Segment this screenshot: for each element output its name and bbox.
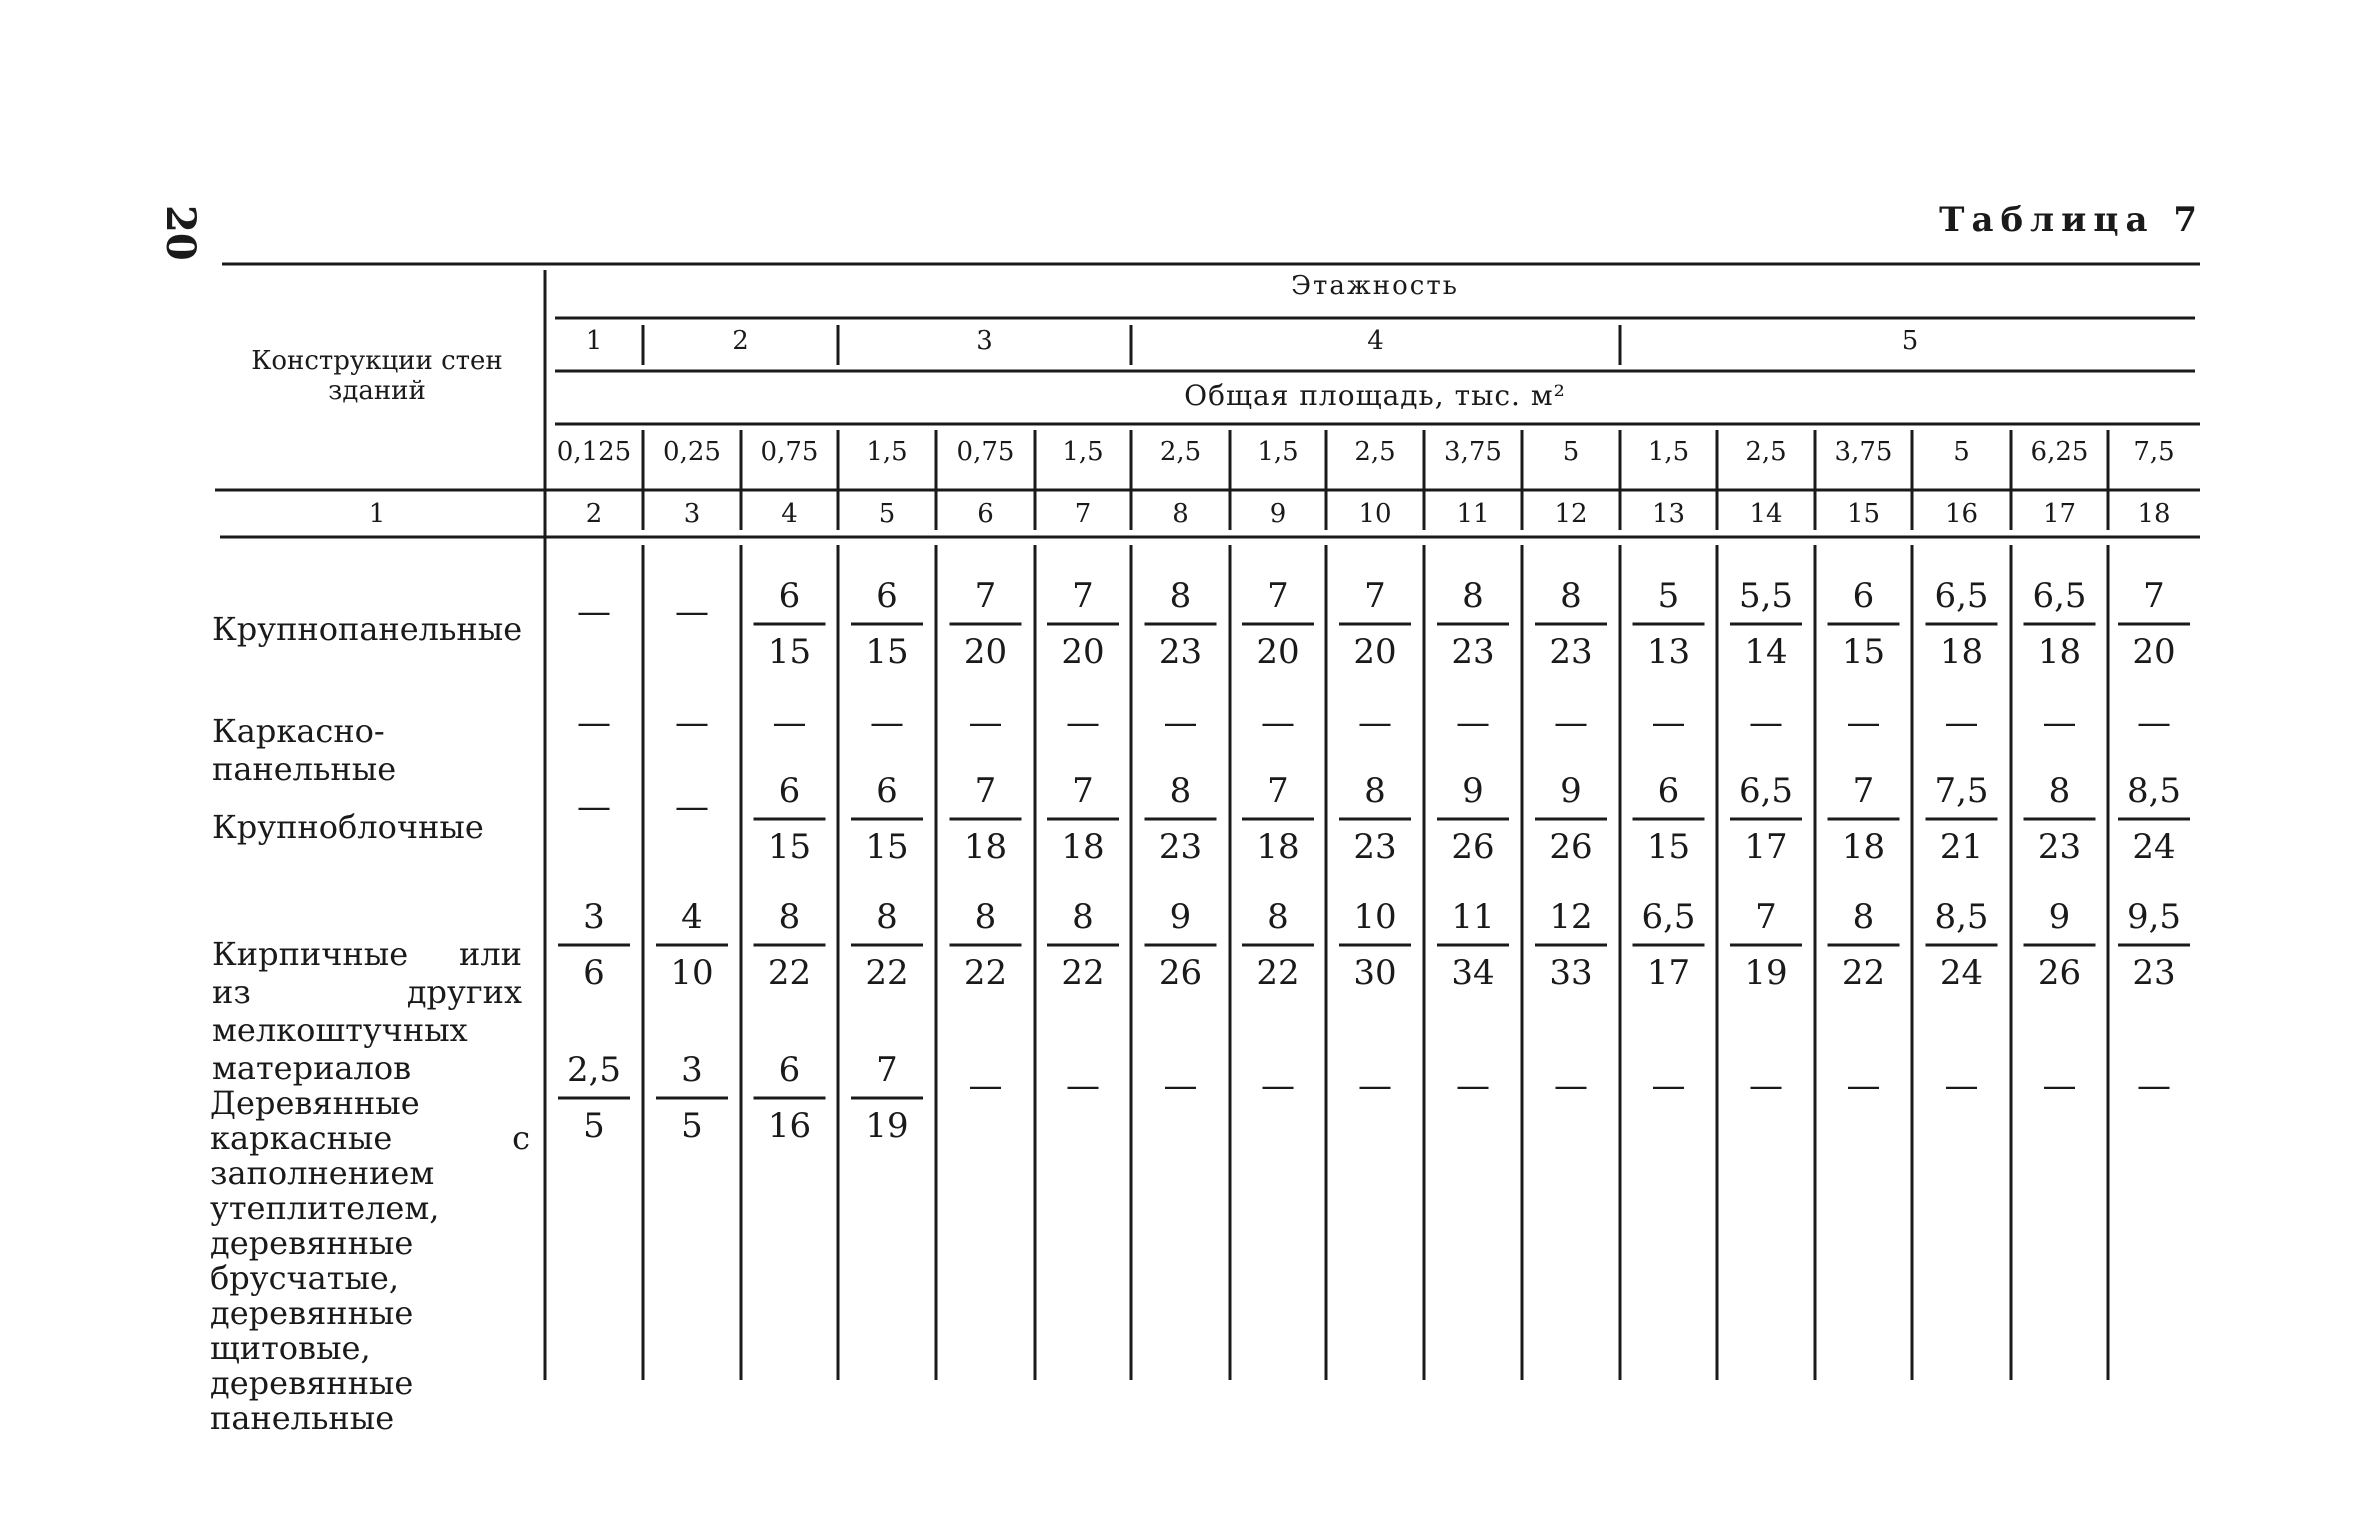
col-number: 7 bbox=[1074, 499, 1092, 529]
row-label-2: Крупноблочные bbox=[212, 808, 484, 846]
value-numerator: 6,5 bbox=[1641, 897, 1696, 937]
value-numerator: 2,5 bbox=[566, 1050, 622, 1090]
value-denominator: 26 bbox=[1451, 827, 1495, 867]
value-denominator: 26 bbox=[1158, 953, 1203, 993]
area-value: 0,75 bbox=[956, 437, 1015, 467]
dash-cell: — bbox=[675, 787, 709, 827]
value-numerator: 8 bbox=[1267, 897, 1289, 937]
area-value: 0,75 bbox=[760, 437, 819, 467]
dash-cell: — bbox=[772, 703, 807, 743]
value-numerator: 7 bbox=[1267, 576, 1289, 616]
value-denominator: 15 bbox=[1646, 827, 1691, 867]
floor-label: 5 bbox=[1901, 326, 1919, 356]
value-denominator: 22 bbox=[1256, 953, 1300, 993]
value-numerator: 9 bbox=[1462, 771, 1484, 811]
col-number: 3 bbox=[683, 499, 701, 529]
dash-cell: — bbox=[1749, 703, 1783, 743]
floor-label: 4 bbox=[1367, 326, 1384, 356]
value-numerator: 8 bbox=[1169, 771, 1192, 811]
value-denominator: 15 bbox=[1841, 632, 1886, 672]
dash-cell: — bbox=[968, 703, 1003, 743]
value-denominator: 23 bbox=[1451, 632, 1495, 672]
area-value: 1,5 bbox=[1062, 437, 1104, 467]
area-value: 3,75 bbox=[1444, 437, 1502, 467]
col-number: 12 bbox=[1554, 499, 1588, 529]
value-denominator: 20 bbox=[2132, 632, 2176, 672]
value-denominator: 23 bbox=[2037, 827, 2082, 867]
value-numerator: 7 bbox=[1072, 576, 1094, 616]
value-numerator: 6 bbox=[1852, 576, 1875, 616]
floor-label: 3 bbox=[976, 326, 993, 356]
dash-cell: — bbox=[1554, 703, 1588, 743]
floor-label: 2 bbox=[732, 326, 749, 356]
col-number: 14 bbox=[1749, 499, 1783, 529]
value-numerator: 7 bbox=[876, 1050, 898, 1090]
area-value: 1,5 bbox=[866, 437, 908, 467]
value-denominator: 26 bbox=[1549, 827, 1593, 867]
value-denominator: 17 bbox=[1744, 827, 1788, 867]
dash-cell: — bbox=[577, 703, 611, 743]
area-value: 7,5 bbox=[2133, 437, 2175, 467]
dash-cell: — bbox=[2137, 703, 2171, 743]
value-denominator: 15 bbox=[865, 827, 909, 867]
value-denominator: 18 bbox=[1841, 827, 1886, 867]
area-value: 2,5 bbox=[1159, 437, 1202, 467]
value-denominator: 22 bbox=[767, 953, 812, 993]
col-number: 5 bbox=[878, 499, 896, 529]
value-denominator: 22 bbox=[1841, 953, 1886, 993]
value-denominator: 18 bbox=[1939, 632, 1984, 672]
value-numerator: 7 bbox=[1364, 576, 1386, 616]
value-numerator: 6 bbox=[778, 771, 801, 811]
col-number: 6 bbox=[977, 499, 994, 529]
value-numerator: 6 bbox=[778, 576, 801, 616]
value-numerator: 7 bbox=[1852, 771, 1875, 811]
col-number: 18 bbox=[2137, 499, 2171, 529]
value-denominator: 22 bbox=[1061, 953, 1105, 993]
value-denominator: 21 bbox=[1939, 827, 1984, 867]
value-denominator: 20 bbox=[1353, 632, 1397, 672]
col-number: 13 bbox=[1651, 499, 1686, 529]
area-value: 6,25 bbox=[2030, 437, 2089, 467]
dash-cell: — bbox=[1651, 1066, 1686, 1106]
value-denominator: 19 bbox=[865, 1106, 909, 1146]
area-value: 0,25 bbox=[663, 437, 721, 467]
value-numerator: 6 bbox=[876, 771, 898, 811]
value-denominator: 20 bbox=[1256, 632, 1300, 672]
value-numerator: 5 bbox=[1657, 576, 1680, 616]
value-numerator: 8 bbox=[2048, 771, 2071, 811]
dash-cell: — bbox=[577, 787, 611, 827]
area-value: 3,75 bbox=[1834, 437, 1893, 467]
value-denominator: 18 bbox=[1061, 827, 1105, 867]
value-denominator: 23 bbox=[1158, 632, 1203, 672]
col-number: 11 bbox=[1456, 499, 1490, 529]
value-denominator: 15 bbox=[865, 632, 909, 672]
value-numerator: 7 bbox=[1755, 897, 1777, 937]
dash-cell: — bbox=[1846, 703, 1881, 743]
value-denominator: 10 bbox=[670, 953, 714, 993]
area-value: 1,5 bbox=[1647, 437, 1690, 467]
col-number: 2 bbox=[585, 499, 603, 529]
value-numerator: 8,5 bbox=[2126, 771, 2182, 811]
table-title: Таблица 7 bbox=[1939, 200, 2204, 240]
area-value: 1,5 bbox=[1257, 437, 1299, 467]
value-numerator: 5,5 bbox=[1738, 576, 1794, 616]
value-numerator: 6,5 bbox=[1738, 771, 1794, 811]
value-numerator: 9,5 bbox=[2126, 897, 2182, 937]
value-denominator: 22 bbox=[865, 953, 909, 993]
value-numerator: 9 bbox=[1169, 897, 1192, 937]
value-denominator: 16 bbox=[767, 1106, 812, 1146]
value-numerator: 8 bbox=[1852, 897, 1875, 937]
dash-cell: — bbox=[968, 1066, 1003, 1106]
col-number: 4 bbox=[781, 499, 798, 529]
value-numerator: 6 bbox=[778, 1050, 801, 1090]
value-numerator: 7 bbox=[974, 771, 997, 811]
dash-cell: — bbox=[1456, 1066, 1490, 1106]
header-area-label: Общая площадь, тыс. м² bbox=[1184, 379, 1566, 412]
value-denominator: 22 bbox=[963, 953, 1008, 993]
value-denominator: 18 bbox=[2037, 632, 2082, 672]
value-denominator: 15 bbox=[767, 632, 812, 672]
value-numerator: 8 bbox=[1560, 576, 1582, 616]
dash-cell: — bbox=[2042, 703, 2077, 743]
area-value: 2,5 bbox=[1745, 437, 1787, 467]
value-denominator: 23 bbox=[2132, 953, 2176, 993]
dash-cell: — bbox=[1944, 1066, 1979, 1106]
value-numerator: 6 bbox=[1657, 771, 1680, 811]
dash-cell: — bbox=[2137, 1066, 2171, 1106]
value-denominator: 6 bbox=[583, 953, 605, 993]
dash-cell: — bbox=[1163, 1066, 1198, 1106]
dash-cell: — bbox=[1358, 703, 1392, 743]
value-denominator: 23 bbox=[1158, 827, 1203, 867]
value-numerator: 10 bbox=[1353, 897, 1397, 937]
dash-cell: — bbox=[1554, 1066, 1588, 1106]
value-numerator: 8 bbox=[1169, 576, 1192, 616]
value-numerator: 7,5 bbox=[1934, 771, 1989, 811]
value-denominator: 13 bbox=[1646, 632, 1691, 672]
value-denominator: 34 bbox=[1451, 953, 1495, 993]
value-numerator: 8 bbox=[876, 897, 898, 937]
value-denominator: 5 bbox=[681, 1106, 703, 1146]
dash-cell: — bbox=[1066, 703, 1100, 743]
dash-cell: — bbox=[675, 592, 709, 632]
area-value: 0,125 bbox=[556, 437, 632, 467]
row-label-0: Крупнопанельные bbox=[212, 610, 523, 648]
value-numerator: 7 bbox=[2143, 576, 2165, 616]
dash-cell: — bbox=[1358, 1066, 1392, 1106]
value-denominator: 30 bbox=[1353, 953, 1397, 993]
value-denominator: 18 bbox=[963, 827, 1008, 867]
value-denominator: 20 bbox=[1061, 632, 1105, 672]
dash-cell: — bbox=[2042, 1066, 2077, 1106]
col-number: 17 bbox=[2042, 499, 2077, 529]
value-numerator: 6,5 bbox=[1934, 576, 1989, 616]
dash-cell: — bbox=[870, 703, 904, 743]
value-denominator: 17 bbox=[1646, 953, 1691, 993]
value-numerator: 8 bbox=[778, 897, 801, 937]
value-numerator: 3 bbox=[681, 1050, 703, 1090]
value-numerator: 7 bbox=[1267, 771, 1289, 811]
floor-label: 1 bbox=[585, 326, 603, 356]
value-denominator: 20 bbox=[963, 632, 1008, 672]
value-numerator: 8,5 bbox=[1934, 897, 1989, 937]
header-col1-label: Конструкции стен зданий bbox=[251, 346, 503, 406]
area-value: 5 bbox=[1953, 437, 1970, 467]
col-number: 10 bbox=[1358, 499, 1392, 529]
dash-cell: — bbox=[1651, 703, 1686, 743]
value-numerator: 6,5 bbox=[2032, 576, 2087, 616]
value-numerator: 6 bbox=[876, 576, 898, 616]
value-numerator: 4 bbox=[681, 897, 703, 937]
col-number: 8 bbox=[1172, 499, 1189, 529]
value-numerator: 7 bbox=[974, 576, 997, 616]
value-denominator: 14 bbox=[1744, 632, 1788, 672]
area-value: 2,5 bbox=[1354, 437, 1396, 467]
value-denominator: 23 bbox=[1549, 632, 1593, 672]
value-denominator: 18 bbox=[1256, 827, 1300, 867]
value-numerator: 8 bbox=[1462, 576, 1484, 616]
value-numerator: 8 bbox=[1364, 771, 1386, 811]
value-numerator: 3 bbox=[583, 897, 605, 937]
header-floors-label: Этажность bbox=[1291, 271, 1459, 301]
value-numerator: 8 bbox=[974, 897, 997, 937]
row-label-1: Каркасно-панельные bbox=[212, 712, 397, 788]
dash-cell: — bbox=[1456, 703, 1490, 743]
row-label-4: Деревянные каркасные с заполнением утеплителем, деревянные брусчатые, деревянные щитовые, деревянные панельные bbox=[210, 1084, 530, 1437]
dash-cell: — bbox=[1944, 703, 1979, 743]
value-numerator: 7 bbox=[1072, 771, 1094, 811]
value-numerator: 9 bbox=[2048, 897, 2071, 937]
col-number: 16 bbox=[1944, 499, 1979, 529]
value-denominator: 24 bbox=[1939, 953, 1984, 993]
value-denominator: 26 bbox=[2037, 953, 2082, 993]
value-numerator: 12 bbox=[1549, 897, 1593, 937]
dash-cell: — bbox=[577, 592, 611, 632]
dash-cell: — bbox=[1261, 1066, 1295, 1106]
dash-cell: — bbox=[675, 703, 709, 743]
value-denominator: 5 bbox=[583, 1106, 605, 1146]
dash-cell: — bbox=[1066, 1066, 1100, 1106]
col-number: 15 bbox=[1846, 499, 1881, 529]
value-numerator: 8 bbox=[1072, 897, 1094, 937]
value-numerator: 11 bbox=[1451, 897, 1495, 937]
col-number: 9 bbox=[1269, 499, 1287, 529]
area-value: 5 bbox=[1562, 437, 1580, 467]
value-denominator: 19 bbox=[1744, 953, 1788, 993]
value-denominator: 24 bbox=[2132, 827, 2176, 867]
dash-cell: — bbox=[1749, 1066, 1783, 1106]
dash-cell: — bbox=[1163, 703, 1198, 743]
col-number: 1 bbox=[368, 499, 386, 529]
value-denominator: 23 bbox=[1353, 827, 1397, 867]
page-number: 20 bbox=[157, 205, 204, 261]
value-denominator: 33 bbox=[1549, 953, 1593, 993]
dash-cell: — bbox=[1846, 1066, 1881, 1106]
value-numerator: 9 bbox=[1560, 771, 1582, 811]
value-denominator: 15 bbox=[767, 827, 812, 867]
dash-cell: — bbox=[1261, 703, 1295, 743]
row-label-3: Кирпичные или из других мелкоштучных материалов bbox=[212, 935, 522, 1087]
